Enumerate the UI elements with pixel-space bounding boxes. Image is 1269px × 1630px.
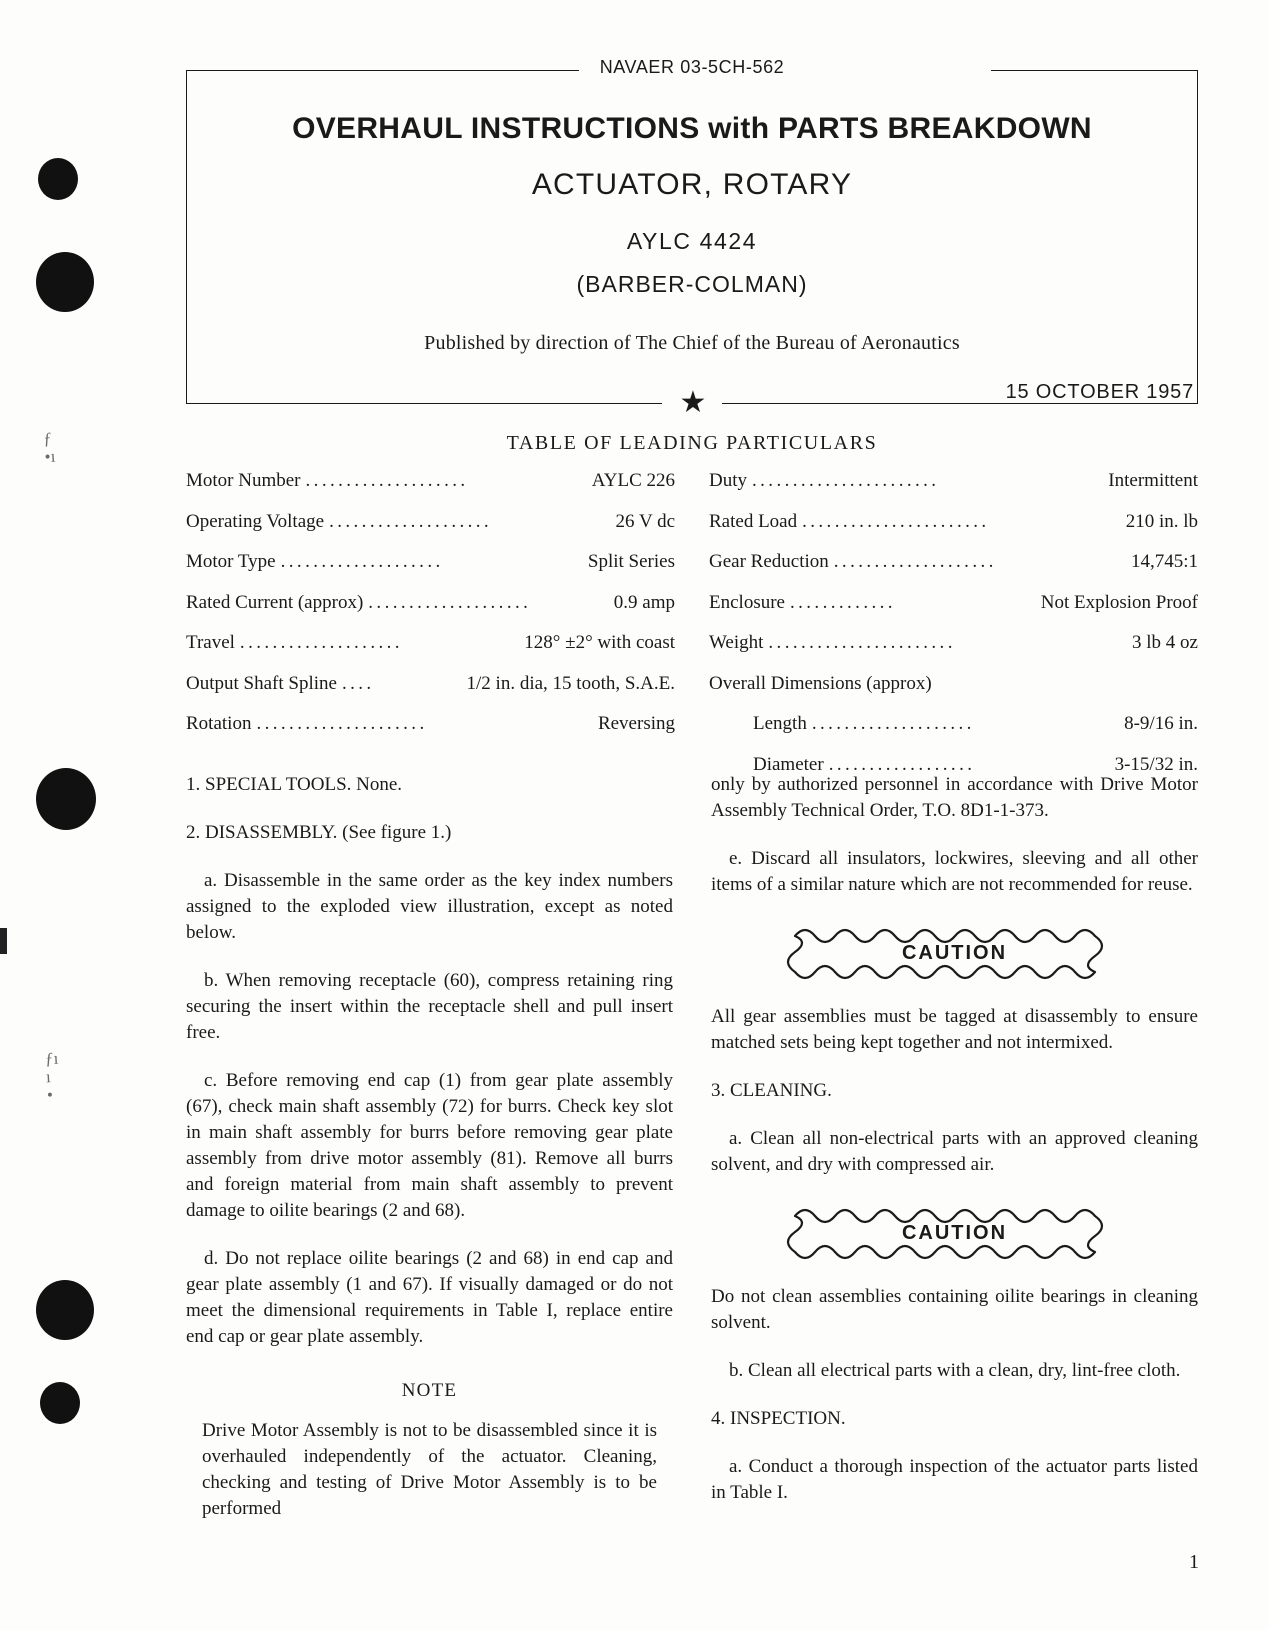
- paragraph-3a: a. Clean all non-electrical parts with an approved cleaning solvent, and dry with compressed air.: [711, 1128, 1198, 1176]
- punch-hole-icon: [38, 158, 78, 200]
- dot-leader: ..................: [828, 753, 976, 775]
- page-title: OVERHAUL INSTRUCTIONS with PARTS BREAKDOWN: [292, 112, 1092, 145]
- row-value: Reversing: [597, 713, 675, 734]
- paragraph-2d: d. Do not replace oilite bearings (2 and 68) in end cap and gear plate assembly (1 and 67). If visually damaged or do not meet the dimensional requirements in Table I, replace entire end cap or gear plate assembly.: [186, 1248, 673, 1348]
- dot-leader: ....: [341, 672, 375, 694]
- punch-hole-icon: [36, 252, 94, 312]
- model-number: AYLC 4424: [626, 228, 758, 254]
- paragraph-3b: b. Clean all electrical parts with a clean, dry, lint-free cloth.: [729, 1360, 1181, 1382]
- row-value: Intermittent: [1108, 470, 1198, 491]
- note-continuation: only by authorized personnel in accordance with Drive Motor Assembly Technical Order, T.O. 8D1-1-373.: [711, 774, 1198, 822]
- punch-hole-icon: [40, 1382, 80, 1424]
- note-heading: NOTE: [401, 1380, 458, 1402]
- binder-holes: [0, 0, 140, 1630]
- title-block: [186, 96, 1198, 404]
- table-row: [186, 673, 675, 695]
- document-number: NAVAER 03-5CH-562: [599, 57, 785, 77]
- caution-label: CAUTION: [901, 941, 1008, 964]
- publication-date: 15 OCTOBER 1957: [1005, 381, 1194, 403]
- dot-leader: .......................: [752, 470, 940, 491]
- table-row: [186, 592, 675, 614]
- caution-1-text: All gear assemblies must be tagged at disassembly to ensure matched sets being kept together and not intermixed.: [711, 1006, 1198, 1054]
- body-left-column: [186, 772, 673, 1528]
- caution-2-text: Do not clean assemblies containing oilite bearings in cleaning solvent.: [711, 1286, 1198, 1334]
- dot-leader: .......................: [768, 632, 956, 653]
- row-label: Enclosure: [709, 591, 785, 613]
- table-row: [709, 592, 1198, 614]
- row-label: Motor Number: [186, 470, 301, 491]
- dot-leader: .....................: [256, 713, 428, 734]
- row-value: 3 lb 4 oz: [1132, 632, 1198, 653]
- dot-leader: .............: [789, 591, 896, 613]
- manufacturer-name: (BARBER-COLMAN): [576, 271, 808, 297]
- row-value: 8-9/16 in.: [1124, 713, 1198, 734]
- table-row: [709, 713, 1198, 735]
- row-label: Output Shaft Spline: [186, 672, 337, 694]
- table-row: [709, 551, 1198, 573]
- row-label: Duty: [709, 470, 747, 491]
- table-row: [186, 511, 675, 533]
- row-label: Gear Reduction: [709, 551, 829, 572]
- overall-dimensions-label: Overall Dimensions (approx): [709, 672, 932, 694]
- row-value: 26 V dc: [615, 510, 675, 532]
- caution-box-2: [785, 1204, 1125, 1262]
- row-value: 3-15/32 in.: [1114, 753, 1198, 775]
- row-label: Rotation: [186, 713, 252, 734]
- divider-rule-left: [186, 403, 662, 404]
- caution-box-1: [785, 924, 1125, 982]
- dot-leader: ....................: [280, 551, 444, 572]
- row-label: Length: [753, 713, 807, 734]
- table-row: [709, 511, 1198, 533]
- equipment-name: ACTUATOR, ROTARY: [531, 168, 853, 201]
- table-row: [709, 632, 1198, 654]
- row-label: Weight: [709, 632, 764, 653]
- row-label: Motor Type: [186, 551, 276, 572]
- row-label: Diameter: [753, 753, 824, 775]
- margin-annotation: ƒ •ı: [42, 428, 56, 467]
- table-row: [709, 470, 1198, 492]
- paragraph-2e: e. Discard all insulators, lockwires, sleeving and all other items of a similar nature which are not recommended for reuse.: [711, 848, 1198, 896]
- dot-leader: ....................: [811, 713, 975, 734]
- row-value: Split Series: [587, 551, 675, 572]
- punch-hole-icon: [36, 1280, 94, 1340]
- section-cleaning: 3. CLEANING.: [711, 1080, 832, 1102]
- paragraph-2c: c. Before removing end cap (1) from gear plate assembly (67), check main shaft assembly (72) for burrs. Check key slot in main shaft assembly for burrs before removing gear plate assembly from drive motor assembly (81). Remove all burrs and foreign material from main shaft assembly to prevent damage to oilite bearings (2 and 68).: [186, 1070, 673, 1222]
- publisher-line: Published by direction of The Chief of the Bureau of Aeronautics: [424, 332, 960, 354]
- dot-leader: ....................: [239, 632, 403, 653]
- table-row: [186, 551, 675, 573]
- edge-mark: [0, 928, 7, 954]
- dot-leader: ....................: [368, 591, 532, 613]
- dot-leader: ....................: [833, 551, 997, 572]
- row-value: AYLC 226: [591, 470, 675, 491]
- section-disassembly: 2. DISASSEMBLY. (See figure 1.): [186, 822, 452, 844]
- leading-particulars-left-column: [186, 470, 675, 794]
- row-label: Operating Voltage: [186, 510, 325, 532]
- dot-leader: ....................: [305, 470, 469, 491]
- punch-hole-icon: [36, 768, 96, 830]
- body-right-column: [711, 772, 1198, 1528]
- row-value: 0.9 amp: [613, 591, 675, 613]
- row-value: 14,745:1: [1130, 551, 1198, 572]
- row-value: Not Explosion Proof: [1040, 591, 1198, 613]
- page-number: 1: [1189, 1551, 1199, 1573]
- leading-particulars-heading: TABLE OF LEADING PARTICULARS: [506, 432, 878, 454]
- row-label: Travel: [186, 632, 235, 653]
- row-label: Rated Load: [709, 510, 798, 532]
- body-columns: [186, 772, 1198, 1528]
- star-icon: ★: [679, 386, 707, 419]
- paragraph-4a: a. Conduct a thorough inspection of the actuator parts listed in Table I.: [711, 1456, 1198, 1504]
- row-value: 128° ±2° with coast: [524, 632, 675, 653]
- row-label: Rated Current (approx): [186, 591, 364, 613]
- dot-leader: .......................: [802, 510, 990, 532]
- margin-annotation: ƒı ı •: [44, 1048, 59, 1104]
- note-text: Drive Motor Assembly is not to be disassembled since it is overhauled independently of the actuator. Cleaning, checking and testing of Drive Motor Assembly is to be performed: [202, 1420, 657, 1520]
- paragraph-2a: a. Disassemble in the same order as the key index numbers assigned to the exploded view illustration, except as noted below.: [186, 870, 673, 944]
- table-row: [186, 470, 675, 492]
- row-value: 210 in. lb: [1125, 510, 1198, 532]
- divider-rule-right: [722, 403, 1198, 404]
- section-inspection: 4. INSPECTION.: [711, 1408, 846, 1430]
- paragraph-2b: b. When removing receptacle (60), compress retaining ring securing the insert within the receptacle shell and pull insert free.: [186, 970, 673, 1044]
- section-special-tools: 1. SPECIAL TOOLS. None.: [186, 774, 403, 795]
- leading-particulars-table: [186, 470, 1198, 794]
- table-row: [186, 632, 675, 654]
- leading-particulars-right-column: [709, 470, 1198, 794]
- row-value: 1/2 in. dia, 15 tooth, S.A.E.: [466, 672, 675, 694]
- caution-label: CAUTION: [901, 1221, 1008, 1244]
- table-row: [186, 713, 675, 735]
- dot-leader: ....................: [329, 510, 493, 532]
